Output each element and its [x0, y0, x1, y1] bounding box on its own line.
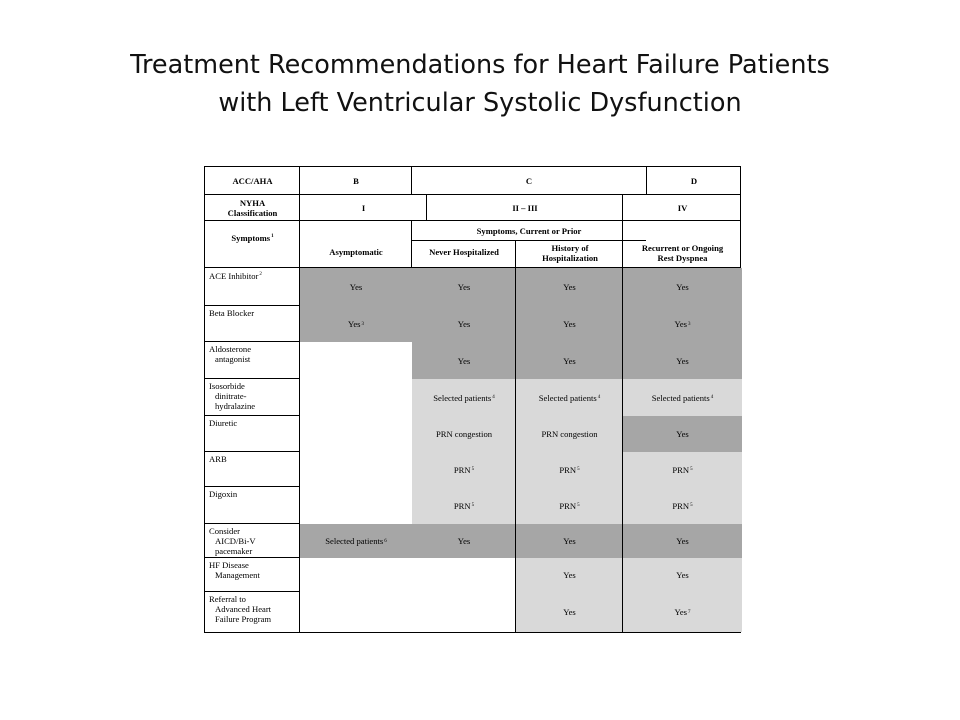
- nyha-class-i: I: [361, 203, 366, 213]
- table-cell: [300, 558, 412, 592]
- column-rule: [299, 268, 300, 632]
- rule-iiiii-iv: [622, 195, 623, 221]
- rule-sym-col-1: [411, 221, 412, 268]
- nyha-class-iv: IV: [677, 203, 688, 213]
- table-cell: PRN 5: [623, 452, 742, 487]
- table-cell: [300, 379, 412, 416]
- table-cell: Selected patients 4: [623, 379, 742, 416]
- table-cell: Yes: [412, 524, 516, 558]
- treatment-table: [204, 166, 741, 633]
- table-cell: Yes: [623, 342, 742, 379]
- table-cell: Yes: [516, 342, 623, 379]
- table-cell: [300, 592, 412, 632]
- col-history-of-hospitalization: History of Hospitalization: [542, 243, 598, 263]
- rule-c-d: [646, 167, 647, 195]
- rule-symptoms-sub: [411, 240, 646, 241]
- acc-stage-d: D: [690, 176, 698, 186]
- table-cell: [300, 452, 412, 487]
- table-cell: Yes: [623, 268, 742, 306]
- nyha-class-ii-iii: II – III: [512, 203, 538, 213]
- table-cell: Yes 7: [623, 592, 742, 632]
- table-cell: [300, 487, 412, 524]
- table-cell: PRN congestion: [412, 416, 516, 452]
- table-cell: Yes 3: [623, 306, 742, 342]
- table-cell: Yes: [623, 416, 742, 452]
- table-cell: PRN congestion: [516, 416, 623, 452]
- row-label: ACE Inhibitor$^2$: [209, 270, 262, 281]
- column-rule: [515, 268, 516, 632]
- table-cell: [300, 342, 412, 379]
- table-cell: Selected patients 4: [516, 379, 623, 416]
- rule-acc-bottom: [205, 194, 740, 195]
- row-label: Beta Blocker: [209, 308, 255, 318]
- table-cell: PRN 5: [516, 452, 623, 487]
- slide-title-line-1: Treatment Recommendations for Heart Failure Patients: [130, 50, 830, 80]
- nyha-label: NYHA Classification: [227, 198, 278, 218]
- table-cell: PRN 5: [412, 487, 516, 524]
- row-label: Diuretic: [209, 418, 238, 428]
- rule-sym-col-2: [515, 240, 516, 268]
- table-cell: [412, 558, 516, 592]
- table-cell: PRN 5: [412, 452, 516, 487]
- table-cell: Yes: [516, 268, 623, 306]
- table-cell: Yes: [412, 342, 516, 379]
- acc-stage-b: B: [353, 176, 359, 186]
- table-cell: Yes: [516, 592, 623, 632]
- table-cell: Selected patients 4: [412, 379, 516, 416]
- acc-stage-c: C: [525, 176, 533, 186]
- table-cell: Yes: [300, 268, 412, 306]
- row-label: Referral to Advanced Heart Failure Program: [209, 594, 272, 624]
- rule-label-col: [299, 167, 300, 268]
- symptoms-label: Symptoms$^1$: [231, 233, 274, 243]
- row-label: ARB: [209, 454, 227, 464]
- column-rule: [622, 268, 623, 632]
- table-cell: Yes: [412, 268, 516, 306]
- rule-b-c: [411, 167, 412, 195]
- table-cell: [300, 416, 412, 452]
- rule-nyha-bottom: [205, 220, 740, 221]
- table-cell: Yes: [516, 558, 623, 592]
- col-asymptomatic: Asymptomatic: [329, 247, 383, 257]
- rule-i-iiiii: [426, 195, 427, 221]
- table-cell: [412, 592, 516, 632]
- row-label: Consider AICD/Bi-V pacemaker: [209, 526, 256, 556]
- row-label: HF Disease Management: [209, 560, 260, 580]
- table-cell: PRN 5: [516, 487, 623, 524]
- rule-sym-col-3: [622, 221, 623, 268]
- table-cell: Yes: [623, 524, 742, 558]
- slide-title-line-2: with Left Ventricular Systolic Dysfunction: [218, 88, 742, 118]
- table-cell: Yes: [516, 524, 623, 558]
- table-cell: Yes: [412, 306, 516, 342]
- col-recurrent-rest-dyspnea: Recurrent or Ongoing Rest Dyspnea: [641, 243, 724, 263]
- acc-aha-label: ACC/AHA: [232, 176, 273, 186]
- col-never-hospitalized: Never Hospitalized: [429, 247, 499, 257]
- row-label: Isosorbide dinitrate- hydralazine: [209, 381, 256, 411]
- row-label: Digoxin: [209, 489, 238, 499]
- table-cell: Yes 3: [300, 306, 412, 342]
- slide-title: [0, 46, 960, 122]
- table-cell: Selected patients 6: [300, 524, 412, 558]
- table-cell: Yes: [516, 306, 623, 342]
- table-cell: Yes: [623, 558, 742, 592]
- row-label: Aldosterone antagonist: [209, 344, 252, 364]
- table-cell: PRN 5: [623, 487, 742, 524]
- symptoms-current-or-prior: Symptoms, Current or Prior: [476, 226, 582, 236]
